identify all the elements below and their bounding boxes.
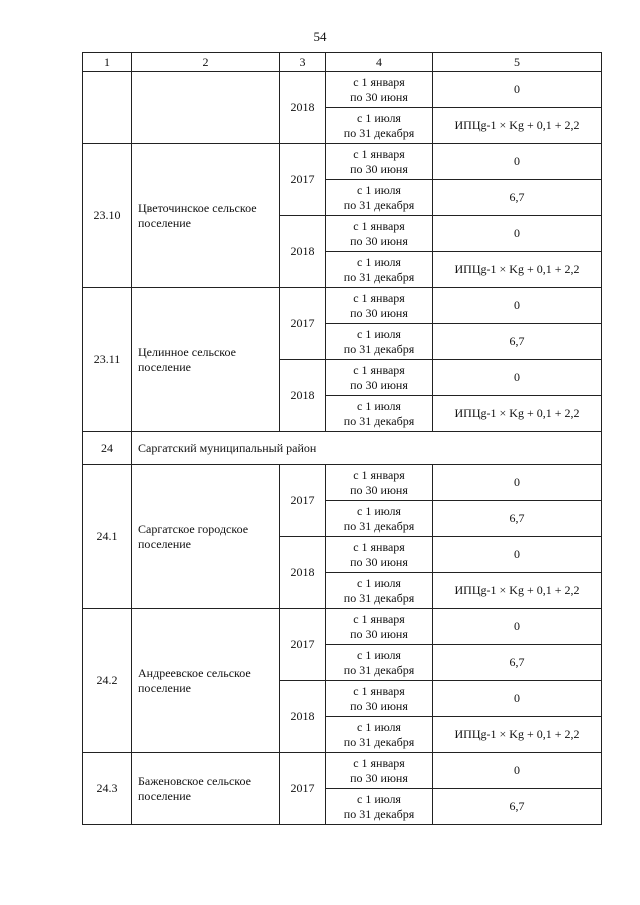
- period-to: по 31 декабря: [343, 197, 415, 212]
- value-second-half: ИПЦg-1 × Kg + 0,1 + 2,2: [433, 717, 602, 753]
- period-to: по 30 июня: [350, 305, 408, 320]
- period-from: с 1 января: [353, 146, 405, 161]
- period-first-half: [326, 360, 433, 396]
- period-to: по 31 декабря: [343, 413, 415, 428]
- period-from: с 1 января: [353, 218, 405, 233]
- year-cell: 2017: [280, 753, 326, 825]
- period-second-half: [326, 396, 433, 432]
- period-from: с 1 января: [353, 611, 405, 626]
- period-from: с 1 июля: [357, 647, 401, 662]
- period-first-half: [326, 144, 433, 180]
- period-from: с 1 июля: [357, 182, 401, 197]
- settlement-name: Целинное сельское поселение: [132, 288, 280, 432]
- value-first-half: 0: [433, 144, 602, 180]
- period-to: по 31 декабря: [343, 518, 415, 533]
- table-header-row: [83, 53, 602, 72]
- entry-number: 23.11: [83, 288, 132, 432]
- period-second-half: [326, 789, 433, 825]
- period-from: с 1 января: [353, 290, 405, 305]
- year-cell: 2017: [280, 465, 326, 537]
- column-number-2: 2: [132, 53, 280, 72]
- value-first-half: 0: [433, 537, 602, 573]
- period-second-half: [326, 501, 433, 537]
- value-first-half: 0: [433, 681, 602, 717]
- period-second-half: [326, 717, 433, 753]
- period-to: по 31 декабря: [343, 125, 415, 140]
- settlement-name: [132, 72, 280, 144]
- year-cell: 2018: [280, 681, 326, 753]
- period-from: с 1 января: [353, 683, 405, 698]
- table-row: [83, 72, 602, 108]
- period-to: по 31 декабря: [343, 269, 415, 284]
- period-to: по 30 июня: [350, 377, 408, 392]
- table-row: [83, 753, 602, 789]
- period-first-half: [326, 681, 433, 717]
- period-to: по 30 июня: [350, 554, 408, 569]
- value-second-half: 6,7: [433, 324, 602, 360]
- value-second-half: ИПЦg-1 × Kg + 0,1 + 2,2: [433, 396, 602, 432]
- period-second-half: [326, 108, 433, 144]
- period-from: с 1 июля: [357, 791, 401, 806]
- settlement-name: Баженовское сельское поселение: [132, 753, 280, 825]
- column-number-3: 3: [280, 53, 326, 72]
- table-row: [83, 144, 602, 180]
- value-first-half: 0: [433, 609, 602, 645]
- table-row: [83, 288, 602, 324]
- value-second-half: ИПЦg-1 × Kg + 0,1 + 2,2: [433, 108, 602, 144]
- entry-number: 24.2: [83, 609, 132, 753]
- period-to: по 30 июня: [350, 161, 408, 176]
- period-from: с 1 января: [353, 755, 405, 770]
- value-second-half: 6,7: [433, 789, 602, 825]
- period-first-half: [326, 537, 433, 573]
- year-cell: 2018: [280, 216, 326, 288]
- period-to: по 31 декабря: [343, 734, 415, 749]
- table-row: [83, 465, 602, 501]
- period-from: с 1 января: [353, 467, 405, 482]
- entry-number: 24.3: [83, 753, 132, 825]
- period-to: по 31 декабря: [343, 590, 415, 605]
- year-cell: 2018: [280, 360, 326, 432]
- entry-number: 23.10: [83, 144, 132, 288]
- period-from: с 1 января: [353, 362, 405, 377]
- period-to: по 31 декабря: [343, 341, 415, 356]
- value-first-half: 0: [433, 465, 602, 501]
- period-first-half: [326, 72, 433, 108]
- value-second-half: 6,7: [433, 180, 602, 216]
- district-row: [83, 432, 602, 465]
- district-name: Саргатский муниципальный район: [132, 432, 602, 465]
- year-cell: 2018: [280, 72, 326, 144]
- settlement-name: Цветочинское сельское поселение: [132, 144, 280, 288]
- period-from: с 1 июля: [357, 575, 401, 590]
- period-first-half: [326, 753, 433, 789]
- value-second-half: ИПЦg-1 × Kg + 0,1 + 2,2: [433, 573, 602, 609]
- year-cell: 2018: [280, 537, 326, 609]
- year-cell: 2017: [280, 288, 326, 360]
- period-from: с 1 января: [353, 74, 405, 89]
- district-number: 24: [83, 432, 132, 465]
- period-first-half: [326, 288, 433, 324]
- period-second-half: [326, 324, 433, 360]
- entry-number: 24.1: [83, 465, 132, 609]
- period-from: с 1 июля: [357, 326, 401, 341]
- period-first-half: [326, 216, 433, 252]
- value-first-half: 0: [433, 216, 602, 252]
- settlement-name: Саргатское городское поселение: [132, 465, 280, 609]
- year-cell: 2017: [280, 144, 326, 216]
- column-number-4: 4: [326, 53, 433, 72]
- value-first-half: 0: [433, 753, 602, 789]
- period-to: по 30 июня: [350, 482, 408, 497]
- period-to: по 30 июня: [350, 698, 408, 713]
- period-to: по 30 июня: [350, 89, 408, 104]
- period-to: по 30 июня: [350, 233, 408, 248]
- value-second-half: 6,7: [433, 645, 602, 681]
- settlement-name: Андреевское сельское поселение: [132, 609, 280, 753]
- period-from: с 1 июля: [357, 398, 401, 413]
- period-second-half: [326, 252, 433, 288]
- value-first-half: 0: [433, 360, 602, 396]
- value-first-half: 0: [433, 72, 602, 108]
- period-to: по 30 июня: [350, 770, 408, 785]
- period-second-half: [326, 573, 433, 609]
- period-from: с 1 июля: [357, 503, 401, 518]
- period-to: по 31 декабря: [343, 806, 415, 821]
- period-from: с 1 января: [353, 539, 405, 554]
- value-second-half: ИПЦg-1 × Kg + 0,1 + 2,2: [433, 252, 602, 288]
- value-second-half: 6,7: [433, 501, 602, 537]
- tariff-table: [82, 52, 602, 825]
- period-first-half: [326, 465, 433, 501]
- period-to: по 30 июня: [350, 626, 408, 641]
- column-number-5: 5: [433, 53, 602, 72]
- period-first-half: [326, 609, 433, 645]
- period-to: по 31 декабря: [343, 662, 415, 677]
- period-second-half: [326, 645, 433, 681]
- year-cell: 2017: [280, 609, 326, 681]
- period-second-half: [326, 180, 433, 216]
- value-first-half: 0: [433, 288, 602, 324]
- period-from: с 1 июля: [357, 110, 401, 125]
- period-from: с 1 июля: [357, 719, 401, 734]
- page-number: 54: [313, 29, 327, 44]
- table-row: [83, 609, 602, 645]
- entry-number: [83, 72, 132, 144]
- column-number-1: 1: [83, 53, 132, 72]
- period-from: с 1 июля: [357, 254, 401, 269]
